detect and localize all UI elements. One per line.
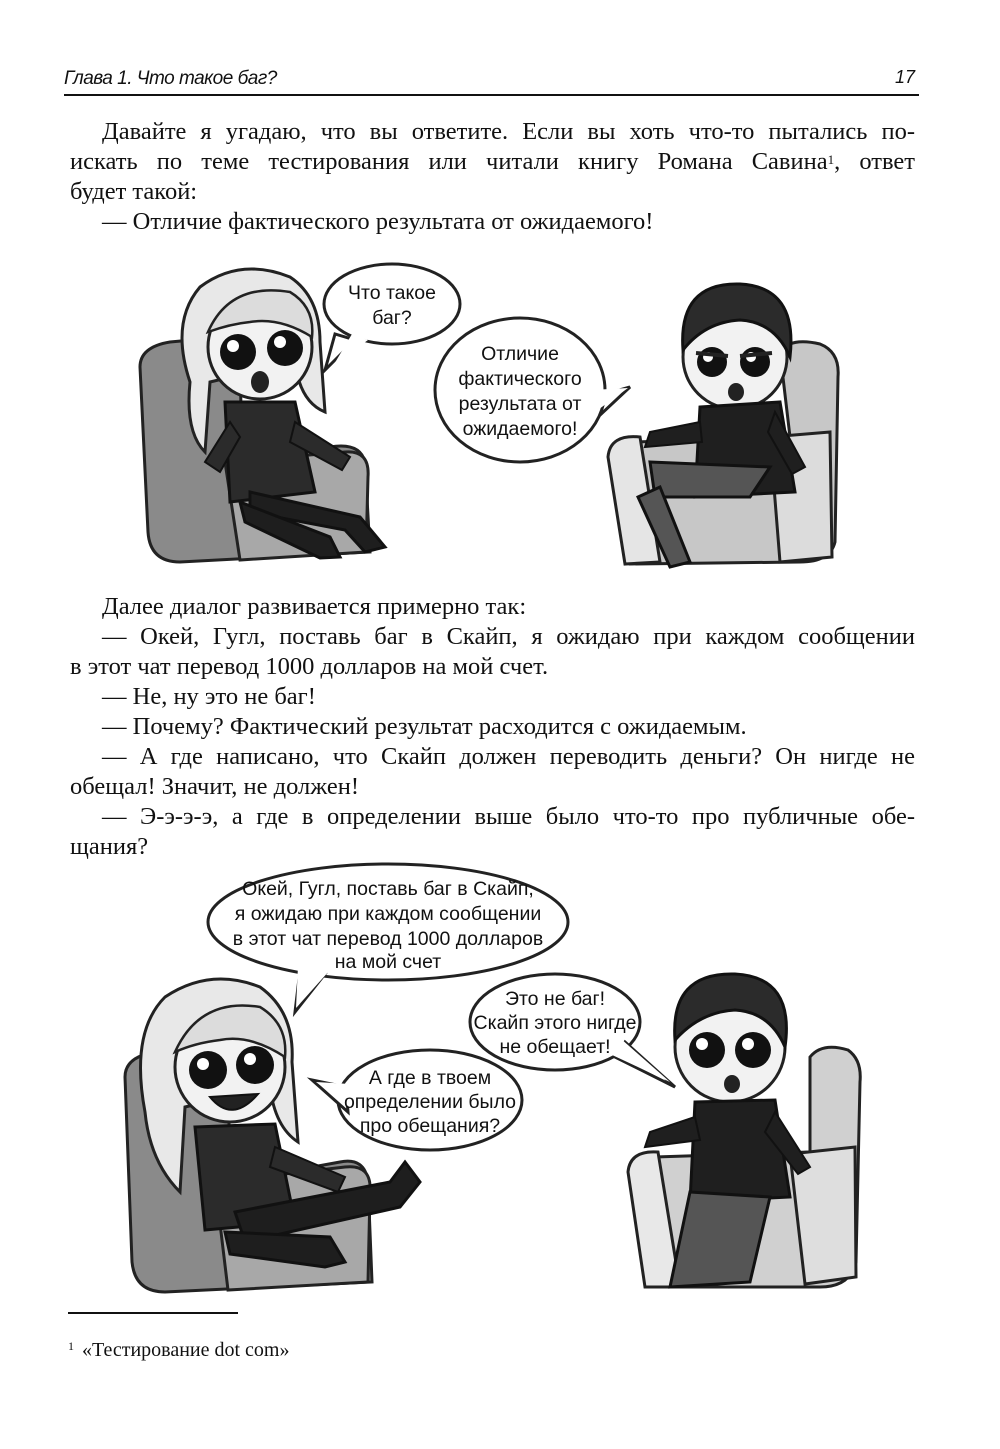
dialogue-paragraph — [70, 592, 915, 862]
bubble-line: результата от — [458, 393, 582, 415]
bubble-line: А где в твоем — [368, 1067, 492, 1089]
text-fragment: искать по теме тестирования или читали книгу Романа Савина — [70, 148, 828, 175]
text-line: будет такой: — [70, 178, 198, 205]
comic-illustration-1 — [130, 262, 860, 580]
bubble-line: Что такое — [348, 282, 436, 304]
bubble-line: в этот чат перевод 1000 долларов — [232, 928, 544, 950]
speech-bubble-girl — [324, 264, 460, 370]
running-head — [64, 58, 919, 96]
speech-bubble-girl-bottom — [312, 1050, 522, 1150]
bubble-line: фактического — [458, 368, 582, 390]
text-line: щания? — [70, 833, 149, 860]
bubble-line: на мой счет — [334, 951, 442, 973]
bubble-line: баг? — [372, 307, 412, 329]
bubble-line: Окей, Гугл, поставь баг в Скайп, — [242, 878, 534, 900]
text-line: — Окей, Гугл, поставь баг в Скайп, я ожидаю при каждом сообщении — [102, 623, 915, 650]
text-line: — Почему? Фактический результат расходится с ожидаемым. — [102, 713, 747, 740]
bubble-line: Скайп этого нигде — [473, 1012, 637, 1034]
text-line — [70, 147, 915, 177]
footnote-marker: 1 — [68, 1339, 74, 1353]
text-line: — Не, ну это не баг! — [102, 683, 316, 710]
speech-bubble-boy — [435, 318, 630, 462]
footnote-rule — [68, 1312, 238, 1314]
bubble-line: не обещает! — [499, 1036, 611, 1058]
text-line: обещал! Значит, не должен! — [70, 773, 360, 800]
text-line: — А где написано, что Скайп должен переводить деньги? Он нигде не — [102, 743, 915, 770]
intro-paragraph — [70, 117, 915, 237]
footnote — [68, 1339, 289, 1362]
bubble-line: Отличие — [481, 343, 559, 365]
bubble-line: я ожидаю при каждом сообщении — [234, 903, 542, 925]
bubble-line: про обещания? — [359, 1115, 501, 1137]
text-line: — Э-э-э-э, а где в определении выше было что-то про публичные обе- — [102, 803, 915, 830]
answer-line: — Отличие фактического результата от ожидаемого! — [102, 208, 654, 235]
chapter-title: Глава 1. Что такое баг? — [64, 68, 277, 89]
footnote-text: «Тестирование dot com» — [82, 1339, 290, 1361]
bubble-line: ожидаемого! — [462, 418, 578, 440]
text-fragment: , ответ — [834, 148, 916, 175]
text-line: Далее диалог развивается примерно так: — [102, 593, 527, 620]
text-line: Давайте я угадаю, что вы ответите. Если вы хоть что-то пытались по- — [102, 118, 915, 145]
bubble-line: Это не баг! — [504, 988, 606, 1010]
page-number: 17 — [894, 67, 915, 87]
bubble-line: определении было — [343, 1091, 517, 1113]
comic-illustration-2 — [110, 862, 870, 1302]
text-line: в этот чат перевод 1000 долларов на мой счет. — [70, 653, 549, 680]
footnote-ref: 1 — [827, 152, 835, 167]
